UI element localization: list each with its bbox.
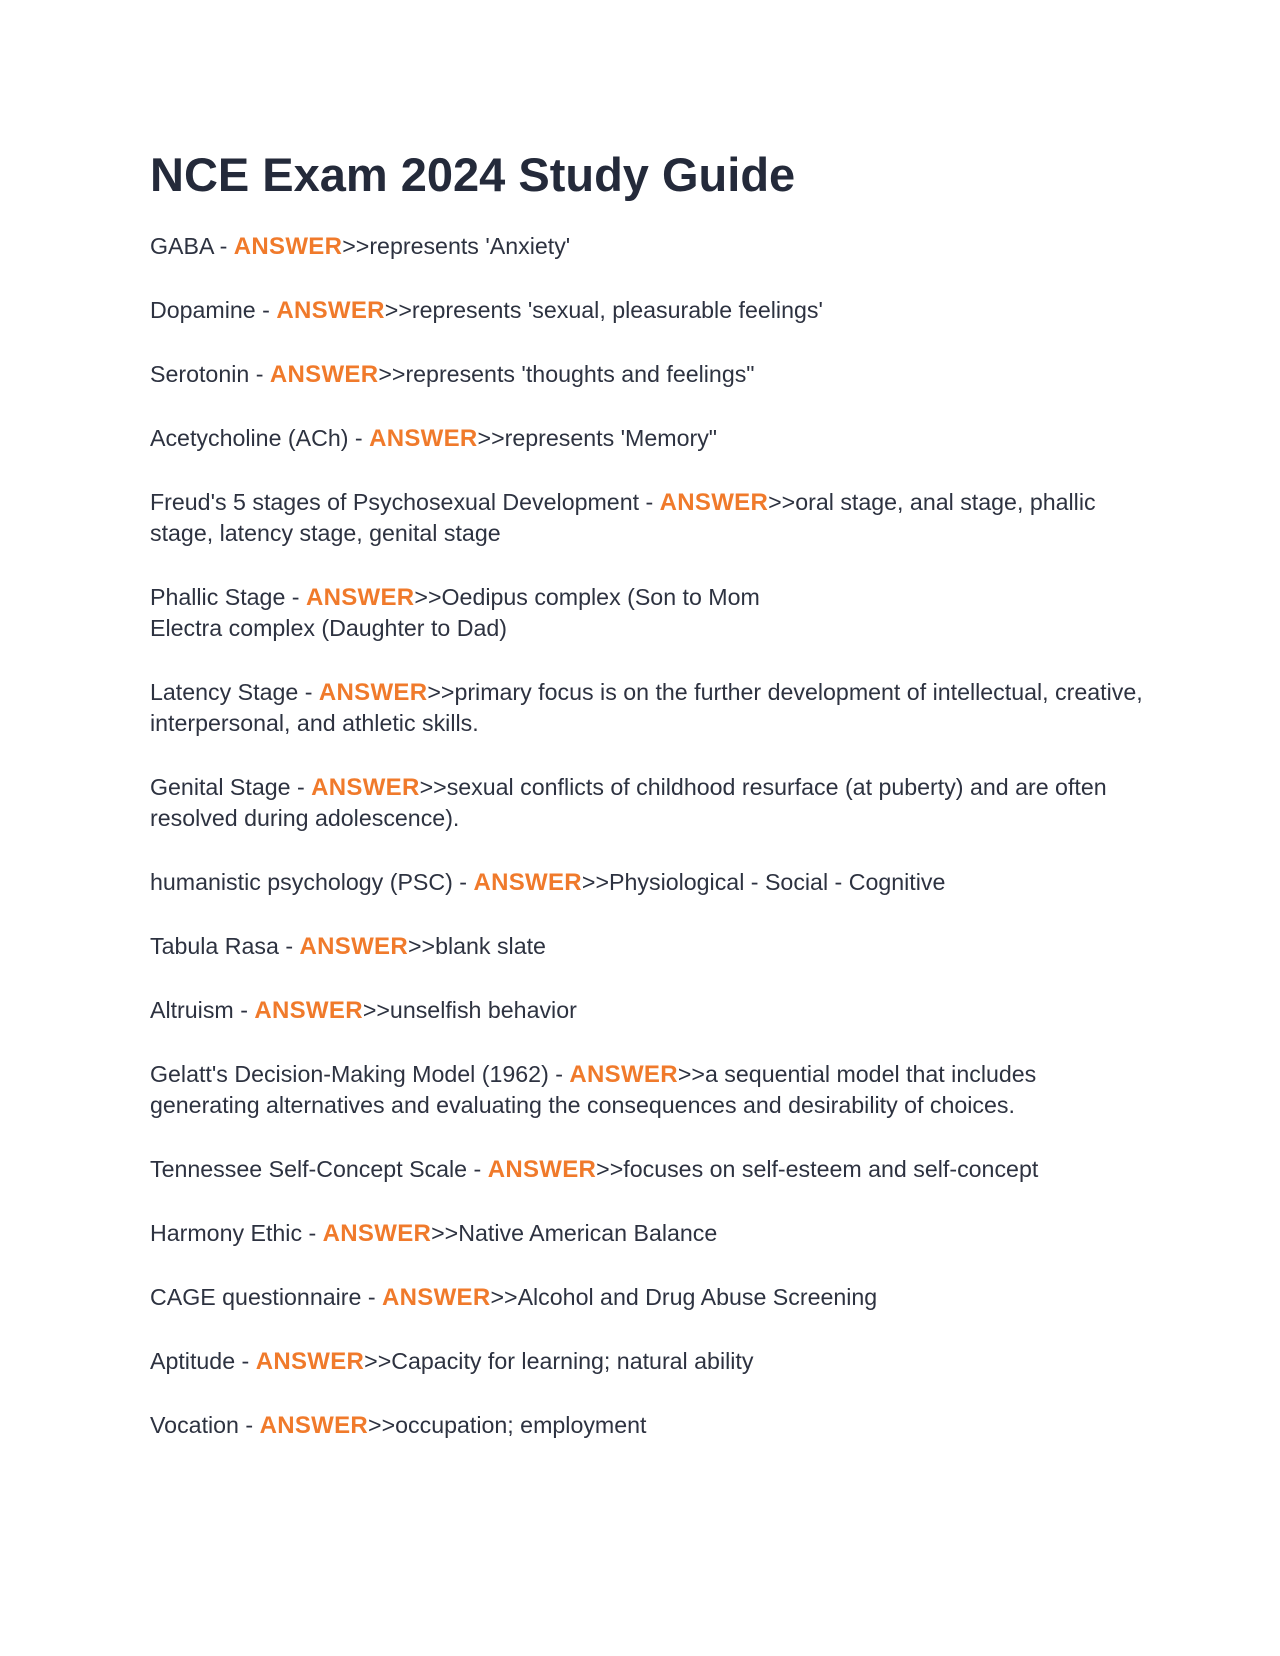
arrow: >> bbox=[581, 869, 610, 896]
term: Harmony Ethic bbox=[150, 1220, 303, 1247]
answer-text: oral stage, anal stage, phallic stage, latency stage, genital stage bbox=[150, 489, 1096, 547]
term: Serotonin bbox=[150, 361, 250, 388]
qa-entry bbox=[150, 931, 1150, 962]
answer-keyword: ANSWER bbox=[305, 584, 415, 612]
answer-continuation: Electra complex (Daughter to Dad) bbox=[150, 615, 507, 642]
answer-keyword: ANSWER bbox=[276, 297, 385, 325]
term: GABA bbox=[150, 233, 214, 260]
term: Vocation bbox=[150, 1412, 239, 1439]
separator: - bbox=[452, 869, 474, 896]
arrow: >> bbox=[414, 584, 442, 611]
qa-line bbox=[150, 772, 1150, 834]
separator: - bbox=[348, 425, 370, 452]
answer-keyword: ANSWER bbox=[322, 1220, 432, 1248]
qa-entry bbox=[150, 1218, 1150, 1249]
arrow: >> bbox=[368, 1412, 396, 1439]
answer-keyword: ANSWER bbox=[369, 425, 478, 453]
answer-text: represents 'thoughts and feelings" bbox=[405, 361, 755, 388]
answer-text: primary focus is on the further development of intellectual, creative, interpersonal, and athletic skills. bbox=[150, 679, 1143, 737]
answer-text: Capacity for learning; natural ability bbox=[391, 1348, 754, 1375]
term: CAGE questionnaire bbox=[150, 1284, 362, 1311]
qa-entry bbox=[150, 1346, 1150, 1377]
term: Dopamine bbox=[150, 297, 256, 324]
answer-keyword: ANSWER bbox=[233, 233, 343, 261]
answer-keyword: ANSWER bbox=[254, 997, 363, 1025]
separator: - bbox=[278, 933, 300, 960]
answer-keyword: ANSWER bbox=[382, 1284, 491, 1312]
arrow: >> bbox=[407, 933, 436, 960]
qa-entry bbox=[150, 423, 1150, 454]
separator: - bbox=[548, 1061, 570, 1088]
qa-line bbox=[150, 1218, 1150, 1249]
qa-line bbox=[150, 582, 1150, 613]
term: Phallic Stage bbox=[150, 584, 286, 611]
qa-entry bbox=[150, 1059, 1150, 1121]
qa-line bbox=[150, 1410, 1150, 1441]
qa-line bbox=[150, 1059, 1150, 1121]
separator: - bbox=[235, 1348, 256, 1375]
qa-entry bbox=[150, 295, 1150, 326]
separator: - bbox=[302, 1220, 323, 1247]
qa-entry bbox=[150, 582, 1150, 644]
answer-text: Native American Balance bbox=[458, 1220, 718, 1247]
qa-line bbox=[150, 423, 1150, 454]
term: Aptitude bbox=[150, 1348, 236, 1375]
qa-line bbox=[150, 231, 1150, 262]
separator: - bbox=[361, 1284, 382, 1311]
term: Freud's 5 stages of Psychosexual Development bbox=[150, 489, 640, 516]
qa-line bbox=[150, 995, 1150, 1026]
arrow: >> bbox=[362, 997, 390, 1024]
term: Tennessee Self-Concept Scale bbox=[150, 1156, 468, 1183]
qa-entry bbox=[150, 1410, 1150, 1441]
qa-entry bbox=[150, 487, 1150, 549]
answer-keyword: ANSWER bbox=[569, 1061, 678, 1089]
answer-keyword: ANSWER bbox=[487, 1156, 597, 1184]
qa-entry bbox=[150, 995, 1150, 1026]
separator: - bbox=[298, 679, 319, 706]
answer-keyword: ANSWER bbox=[473, 869, 582, 897]
answer-keyword: ANSWER bbox=[255, 1348, 365, 1376]
arrow: >> bbox=[677, 1061, 705, 1088]
answer-text: represents 'Memory" bbox=[504, 425, 718, 452]
qa-line bbox=[150, 295, 1150, 326]
qa-line bbox=[150, 1346, 1150, 1377]
separator: - bbox=[467, 1156, 488, 1183]
answer-text: focuses on self-esteem and self-concept bbox=[623, 1156, 1039, 1183]
answer-keyword: ANSWER bbox=[299, 933, 408, 961]
answer-text: sexual conflicts of childhood resurface (at puberty) and are often resolved during adolescence). bbox=[150, 774, 1107, 832]
qa-line bbox=[150, 931, 1150, 962]
term: Altruism bbox=[150, 997, 234, 1024]
separator: - bbox=[233, 997, 255, 1024]
term: Gelatt's Decision-Making Model (1962) bbox=[150, 1061, 549, 1088]
answer-text: Physiological - Social - Cognitive bbox=[609, 869, 946, 896]
answer-keyword: ANSWER bbox=[311, 774, 420, 802]
qa-line bbox=[150, 487, 1150, 549]
arrow: >> bbox=[477, 425, 505, 452]
arrow: >> bbox=[378, 361, 406, 388]
term: Acetycholine (ACh) bbox=[150, 425, 349, 452]
arrow: >> bbox=[384, 297, 412, 324]
answer-text: Oedipus complex (Son to Mom bbox=[441, 584, 760, 611]
arrow: >> bbox=[431, 1220, 459, 1247]
qa-line bbox=[150, 677, 1150, 739]
separator: - bbox=[639, 489, 660, 516]
separator: - bbox=[238, 1412, 260, 1439]
answer-text: unselfish behavior bbox=[389, 997, 577, 1024]
qa-line bbox=[150, 1282, 1150, 1313]
separator: - bbox=[285, 584, 306, 611]
arrow: >> bbox=[490, 1284, 518, 1311]
qa-entry bbox=[150, 867, 1150, 898]
page-title: NCE Exam 2024 Study Guide bbox=[150, 148, 796, 201]
answer-keyword: ANSWER bbox=[269, 361, 379, 389]
answer-keyword: ANSWER bbox=[259, 1412, 369, 1440]
term: Latency Stage bbox=[150, 679, 299, 706]
arrow: >> bbox=[342, 233, 370, 260]
qa-line bbox=[150, 359, 1150, 390]
term: Tabula Rasa bbox=[150, 933, 279, 960]
qa-line bbox=[150, 867, 1150, 898]
answer-text: represents 'sexual, pleasurable feelings' bbox=[411, 297, 823, 324]
separator: - bbox=[213, 233, 234, 260]
arrow: >> bbox=[596, 1156, 624, 1183]
qa-entry bbox=[150, 359, 1150, 390]
arrow: >> bbox=[427, 679, 455, 706]
document-page bbox=[150, 148, 1150, 1474]
answer-text: occupation; employment bbox=[395, 1412, 647, 1439]
answer-text: a sequential model that includes generating alternatives and evaluating the consequences and desirability of choices. bbox=[150, 1061, 1037, 1119]
term: Genital Stage bbox=[150, 774, 291, 801]
qa-entry bbox=[150, 1154, 1150, 1185]
qa-entry bbox=[150, 772, 1150, 834]
answer-text: Alcohol and Drug Abuse Screening bbox=[517, 1284, 878, 1311]
term: humanistic psychology (PSC) bbox=[150, 869, 453, 896]
answer-keyword: ANSWER bbox=[659, 489, 769, 517]
separator: - bbox=[249, 361, 270, 388]
separator: - bbox=[290, 774, 312, 801]
answer-text: blank slate bbox=[435, 933, 546, 960]
separator: - bbox=[255, 297, 277, 324]
arrow: >> bbox=[419, 774, 447, 801]
qa-entry bbox=[150, 231, 1150, 262]
arrow: >> bbox=[768, 489, 796, 516]
answer-text: represents 'Anxiety' bbox=[369, 233, 571, 260]
answer-keyword: ANSWER bbox=[318, 679, 428, 707]
arrow: >> bbox=[364, 1348, 392, 1375]
qa-entry bbox=[150, 677, 1150, 739]
qa-entry bbox=[150, 1282, 1150, 1313]
qa-line bbox=[150, 1154, 1150, 1185]
